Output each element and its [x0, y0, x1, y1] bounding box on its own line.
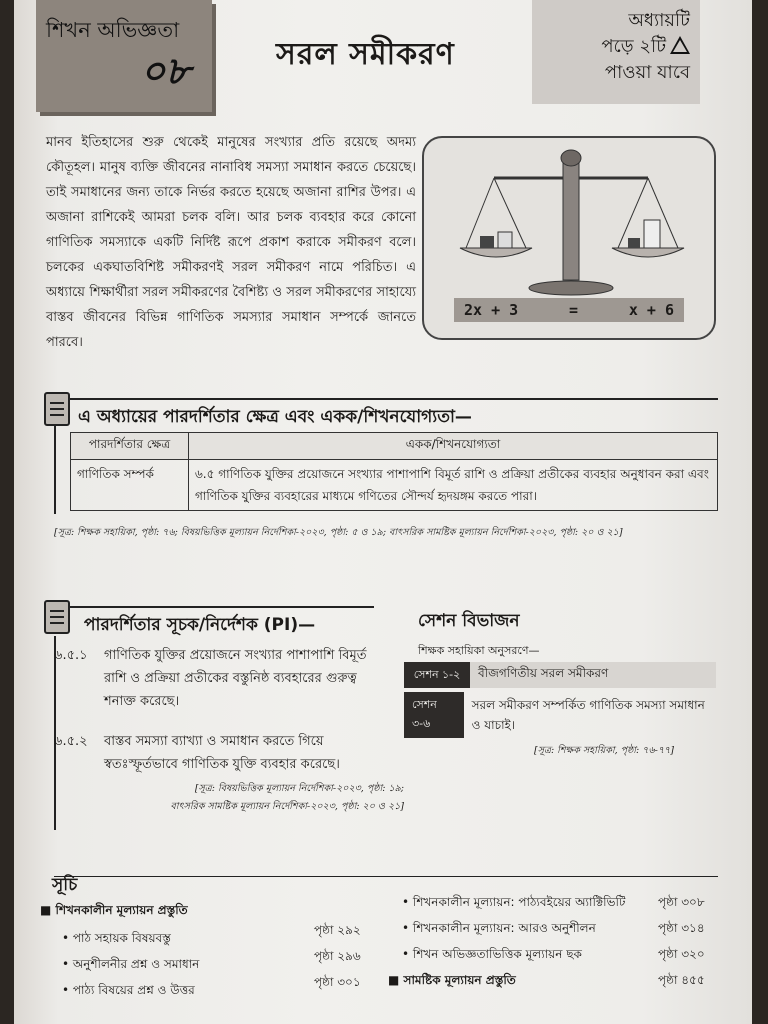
- marks-badge: [532, 0, 700, 104]
- index-divider: [54, 876, 718, 877]
- session-row: [404, 692, 716, 738]
- equation-equals: =: [569, 301, 579, 319]
- session-title: সেশন বিভাজন: [418, 611, 520, 631]
- session-tag: সেশন ১-২: [404, 662, 470, 688]
- chapter-number: ০৮: [140, 48, 190, 93]
- pi-item: [54, 730, 384, 776]
- index-page: পৃষ্ঠা ৩২০: [658, 947, 705, 961]
- intro-paragraph: মানব ইতিহাসের শুরু থেকেই মানুষের সংখ্যার প্রতি রয়েছে অদম্য কৌতূহল। মানুষ ব্যক্তি জীবনের নানাবিধ সমস্যা সমাধান করতে চেয়েছে। তাই সমাধানের জন্য তাকে নির্ভর করতে হয়েছে অজানা রাশির উপর। এ অজানা রাশিকেই আমরা চলক বলি। আর চলক ব্যবহার করে কোনো গাণিতিক সমস্যাকে একটি নির্দিষ্ট রূপে প্রকাশ করাকে সমীকরণ বলে। চলকের একঘাতবিশিষ্ট সমীকরণই সরল সমীকরণ নামে পরিচিত। এ অধ্যায়ে শিক্ষার্থীরা সরল সমীকরণের বৈশিষ্ট্য ও সরল সমীকরণের সাহায্যে বাস্তব জীবনের বিভিন্ন গাণিতিক সমস্যার সমাধান সম্পর্কে জানতে পারবে।: [46, 135, 416, 350]
- index-page: পৃষ্ঠা ২৯৬: [314, 949, 361, 963]
- balance-scale-icon: [424, 138, 716, 298]
- balance-scale-illustration: [422, 136, 716, 340]
- equation-left: 2x + 3: [464, 301, 519, 319]
- chapter-box: [36, 0, 212, 112]
- pi-title: পারদর্শিতার সূচক/নির্দেশক (PI)—: [84, 615, 316, 635]
- page-title: সরল সমীকরণ: [276, 37, 455, 72]
- index-item[interactable]: ■ শিখনকালীন মূল্যায়ন প্রস্তুতি: [40, 903, 188, 917]
- index-page: পৃষ্ঠা ৪৫৫: [658, 973, 705, 987]
- section-divider: [54, 398, 718, 400]
- section-title-competency: এ অধ্যায়ের পারদর্শিতার ক্ষেত্র এবং একক/শিখনযোগ্যতা—: [78, 407, 472, 427]
- equation-right: x + 6: [628, 301, 674, 319]
- index-item[interactable]: • অনুশীলনীর প্রশ্ন ও সমাধান: [62, 957, 200, 971]
- pi-code: ৬.৫.১: [54, 648, 88, 663]
- pi-code: ৬.৫.২: [54, 734, 88, 749]
- pi-source-line-2: বাৎসরিক সামষ্টিক মূল্যায়ন নির্দেশিকা-২০২৩, পৃষ্ঠা: ২০ ও ২১]: [170, 801, 404, 812]
- session-text: বীজগণিতীয় সরল সমীকরণ: [478, 666, 609, 680]
- notes-icon: [44, 600, 70, 634]
- pi-text: গাণিতিক যুক্তির প্রয়োজনে সংখ্যার পাশাপাশি বিমূর্ত রাশি ও প্রক্রিয়া প্রতীকের বস্তুনিষ্ঠ ব্যবহারের গুরুত্ব শনাক্ত করেছে।: [104, 648, 367, 709]
- competency-table: [70, 432, 718, 511]
- badge-line-2: পড়ে ২টি: [601, 36, 666, 57]
- table-header-competency: একক/শিখনযোগ্যতা: [189, 433, 718, 460]
- pi-text: বাস্তব সমস্যা ব্যাখ্যা ও সমাধান করতে গিয়ে স্বতঃস্ফূর্তভাবে গাণিতিক যুক্তি ব্যবহার করেছে।: [104, 734, 340, 772]
- table-header-row: [71, 433, 718, 460]
- section-vertical-rule: [54, 426, 56, 514]
- index-item[interactable]: • শিখন অভিজ্ঞতাভিত্তিক মূল্যায়ন ছক: [402, 947, 582, 961]
- index-item[interactable]: • পাঠ্য বিষয়ের প্রশ্ন ও উত্তর: [62, 983, 195, 997]
- pi-item: [54, 644, 384, 713]
- index-item[interactable]: • শিখনকালীন মূল্যায়ন: আরও অনুশীলন: [402, 921, 596, 935]
- table-row: [71, 460, 718, 511]
- index-item[interactable]: ■ সামষ্টিক মূল্যায়ন প্রস্তুতি: [388, 973, 516, 987]
- equation-bar: [454, 298, 684, 322]
- book-page: [14, 0, 752, 1024]
- session-source: [সূত্র: শিক্ষক সহায়িকা, পৃষ্ঠা: ৭৬-৭৭]: [534, 745, 674, 756]
- table-cell-area: গাণিতিক সম্পর্ক: [71, 460, 189, 511]
- pi-source-line-1: [সূত্র: বিষয়ভিত্তিক মূল্যায়ন নির্দেশিকা-২০২৩, পৃষ্ঠা: ১৯;: [194, 783, 404, 794]
- index-page: পৃষ্ঠা ৩০৮: [658, 895, 705, 909]
- triangle-icon: [670, 36, 690, 54]
- session-row: [404, 662, 716, 688]
- index-item[interactable]: • শিখনকালীন মূল্যায়ন: পাঠ্যবইয়ের অ্যাক্টিভিটি: [402, 895, 626, 909]
- badge-line-1: অধ্যায়টি: [628, 10, 690, 31]
- index-page: পৃষ্ঠা ৩০১: [314, 975, 361, 989]
- chapter-label: শিখন অভিজ্ঞতা: [46, 18, 180, 42]
- session-text: সরল সমীকরণ সম্পর্কিত গাণিতিক সমস্যা সমাধান ও যাচাই।: [471, 698, 705, 732]
- index-page: পৃষ্ঠা ২৯২: [314, 923, 361, 937]
- notes-icon: [44, 392, 70, 426]
- table-header-area: পারদর্শিতার ক্ষেত্র: [71, 433, 189, 460]
- section1-source: [সূত্র: শিক্ষক সহায়িকা, পৃষ্ঠা: ৭৬; বিষয়ভিত্তিক মূল্যায়ন নির্দেশিকা-২০২৩, পৃষ্ঠা: ৫ ও ১৯; বাৎসরিক সামষ্টিক মূল্যায়ন নির্দেশিকা-২০২৩, পৃষ্ঠা: ২০ ও ২১]: [54, 527, 623, 538]
- pi-source: [104, 780, 404, 816]
- table-cell-competency: ৬.৫ গাণিতিক যুক্তির প্রয়োজনে সংখ্যার পাশাপাশি বিমূর্ত রাশি ও প্রক্রিয়া প্রতীকের ব্যবহার অনুধাবন করা এবং গাণিতিক যুক্তির ব্যবহারের মাধ্যমে গণিতের সৌন্দর্য হৃদয়ঙ্গম করতে পারা।: [189, 460, 718, 511]
- session-tag: সেশন ৩-৬: [404, 692, 464, 738]
- session-subtitle: শিক্ষক সহায়িকা অনুসরণে—: [418, 644, 540, 657]
- index-page: পৃষ্ঠা ৩১৪: [658, 921, 705, 935]
- pi-divider: [54, 606, 374, 608]
- index-item[interactable]: • পাঠ সহায়ক বিষয়বস্তু: [62, 931, 171, 945]
- badge-line-3: পাওয়া যাবে: [604, 62, 690, 83]
- index-title: সূচি: [52, 875, 78, 895]
